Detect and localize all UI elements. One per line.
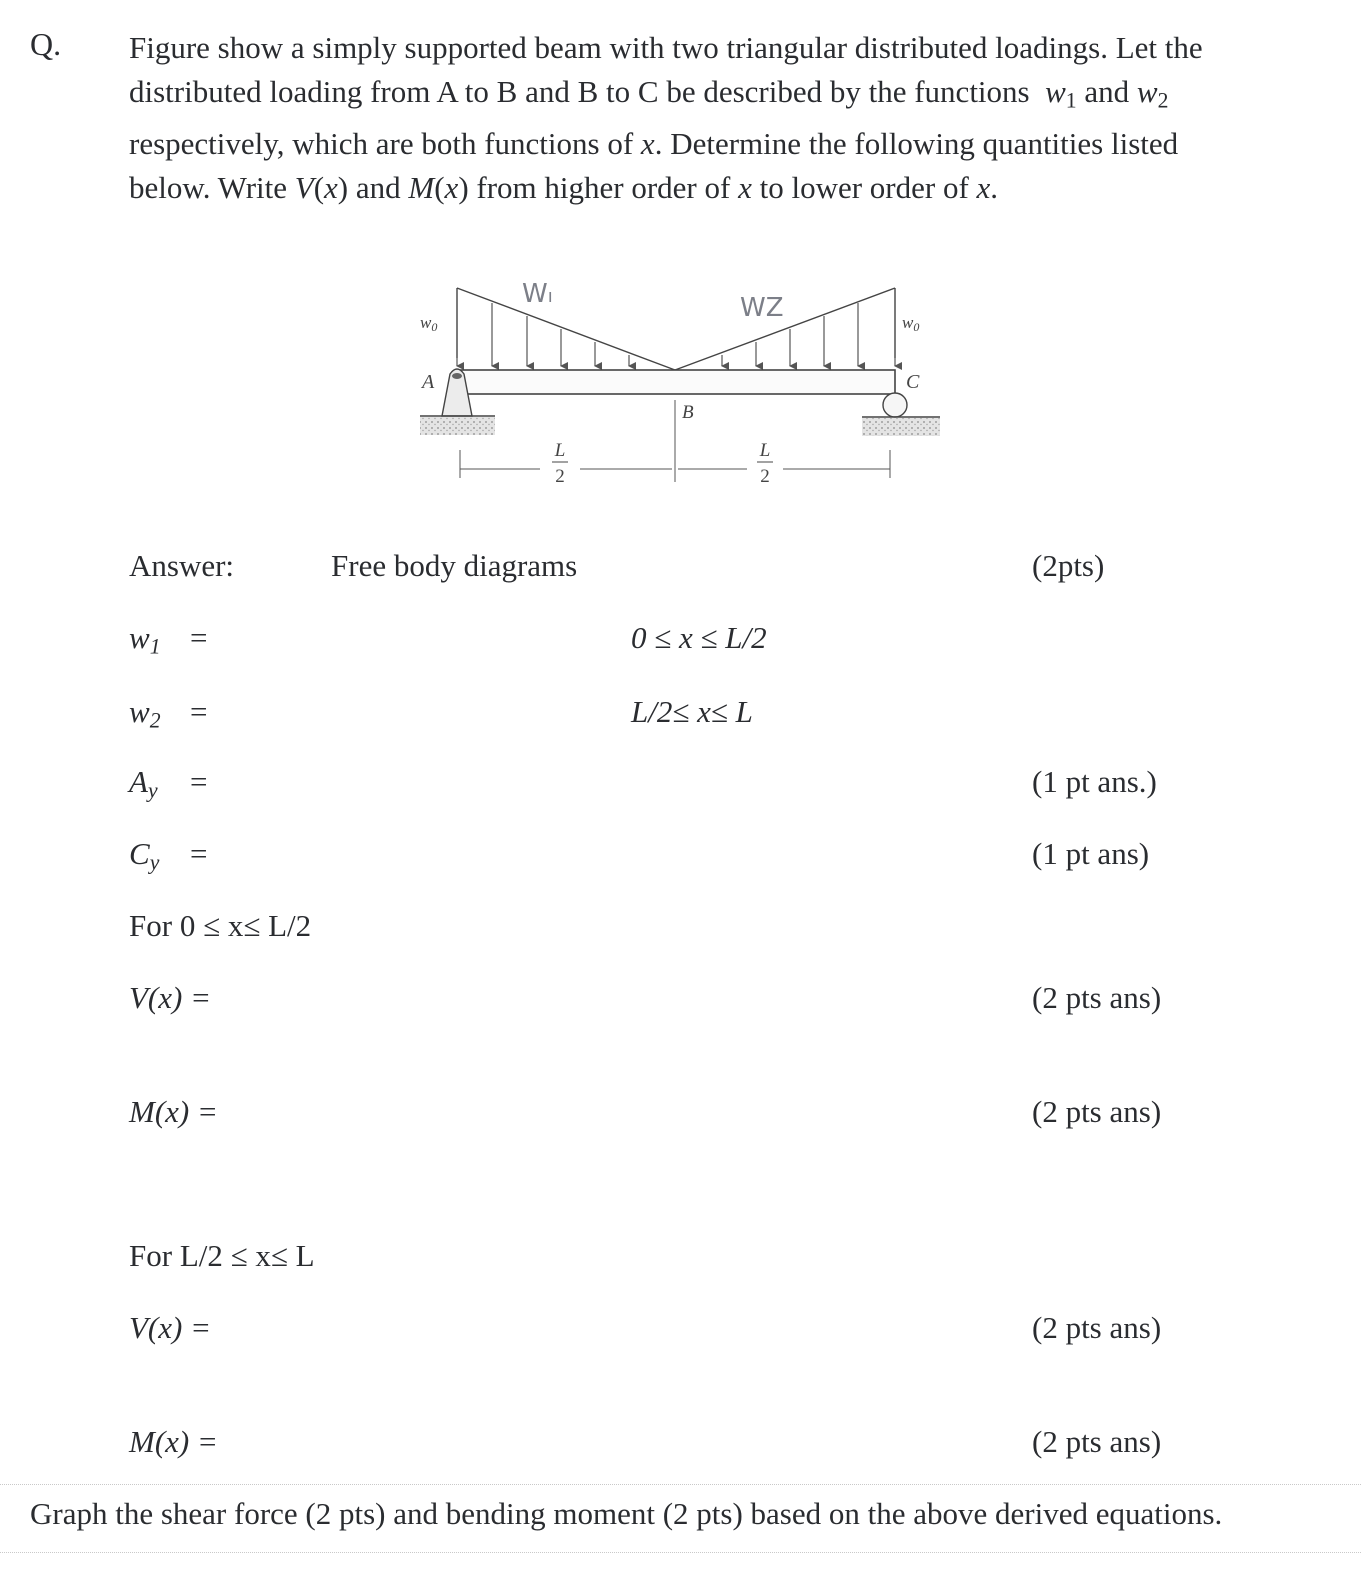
handwritten-w1: Wı <box>522 279 553 309</box>
and-text: and <box>1084 74 1130 109</box>
w1-equals: = <box>190 620 208 655</box>
w2-var: w <box>129 694 150 729</box>
question-line-2-text: distributed loading from A to B and B to C be described by the functions <box>129 74 1030 109</box>
section2-v-points: (2 pts ans) <box>1032 1310 1162 1345</box>
m-symbol: M <box>408 170 435 206</box>
order-text-1: from higher order of <box>476 170 731 206</box>
svg-text:L: L <box>759 440 771 461</box>
ay-points: (1 pt ans.) <box>1032 764 1157 799</box>
svg-text:2: 2 <box>555 466 565 487</box>
w2-label <box>129 694 161 733</box>
triangular-load-left <box>457 288 675 370</box>
w2-sub: 2 <box>149 708 161 733</box>
section1-m-points: (2 pts ans) <box>1032 1094 1162 1129</box>
section2-m-label: M(x) = <box>129 1424 218 1459</box>
section1-v-points: (2 pts ans) <box>1032 980 1162 1015</box>
question-line-4-text: below. Write <box>129 170 288 206</box>
fbd-label: Free body diagrams <box>331 548 578 583</box>
w2-subscript: 2 <box>1157 88 1169 113</box>
question-label: Q. <box>30 26 62 62</box>
span-right-fraction <box>757 440 773 487</box>
answer-label: Answer: <box>129 548 235 583</box>
section1-heading: For 0 ≤ x≤ L/2 <box>129 908 312 943</box>
label-a: A <box>422 371 435 393</box>
question-line-3 <box>129 122 1329 166</box>
ay-sub: y <box>147 778 158 803</box>
x-symbol-2: x <box>738 170 752 206</box>
section2-heading: For L/2 ≤ x≤ L <box>129 1238 315 1273</box>
w1-label <box>129 620 161 659</box>
w1-sub: 1 <box>149 634 161 659</box>
question-line-2 <box>129 70 1329 122</box>
span-left-fraction <box>552 440 568 487</box>
w2-range: L/2≤ x≤ L <box>631 694 753 729</box>
question-line-3-text: respectively, which are both functions of <box>129 126 634 162</box>
cy-label <box>129 836 159 875</box>
beam-diagram <box>400 270 960 500</box>
and-text-2: and <box>355 170 401 206</box>
handwritten-w2: WZ <box>740 293 784 323</box>
x-symbol: x <box>640 126 655 162</box>
question-text <box>129 26 1329 210</box>
label-w0-left: w0 <box>420 313 438 334</box>
period: . <box>990 170 999 206</box>
label-w0-right: w0 <box>902 313 920 334</box>
order-text-2: to lower order of <box>759 170 969 206</box>
w1-symbol: w <box>1045 74 1066 109</box>
svg-text:2: 2 <box>760 466 770 487</box>
section2-m-points: (2 pts ans) <box>1032 1424 1162 1459</box>
w1-var: w <box>129 620 150 655</box>
w1-subscript: 1 <box>1065 88 1077 113</box>
v-symbol: V <box>294 170 314 206</box>
section1-v-label: V(x) = <box>129 980 212 1015</box>
ay-label <box>129 764 158 803</box>
triangular-load-right <box>675 288 895 370</box>
cy-var: C <box>129 836 150 871</box>
w2-equals: = <box>190 694 208 729</box>
question-line-1: Figure show a simply supported beam with two triangular distributed loadings. Let the <box>129 30 1203 65</box>
w1-range: 0 ≤ x ≤ L/2 <box>631 620 767 655</box>
fbd-points: (2pts) <box>1032 548 1105 583</box>
x-symbol-3: x <box>976 170 991 206</box>
question-line-4: below. Write V(x) and M(x) from higher order of x to lower order of x. <box>129 170 999 206</box>
ay-equals: = <box>190 764 208 799</box>
scan-fold-line-bottom <box>0 1552 1361 1553</box>
cy-equals: = <box>190 836 208 871</box>
beam <box>457 370 895 394</box>
cy-points: (1 pt ans) <box>1032 836 1150 871</box>
w2-symbol: w <box>1136 74 1158 109</box>
scan-fold-line-top <box>0 1484 1361 1485</box>
section2-v-label: V(x) = <box>129 1310 212 1345</box>
cy-sub: y <box>149 850 160 875</box>
section1-m-label: M(x) = <box>129 1094 218 1129</box>
svg-text:L: L <box>554 440 566 461</box>
ay-var: A <box>129 764 148 799</box>
label-b: B <box>682 402 694 423</box>
final-instruction: Graph the shear force (2 pts) and bending moment (2 pts) based on the above derived equations. <box>30 1496 1223 1531</box>
roller-support-c <box>862 393 940 436</box>
label-c: C <box>906 371 920 393</box>
question-line-3-rest: . Determine the following quantities listed <box>654 126 1179 162</box>
